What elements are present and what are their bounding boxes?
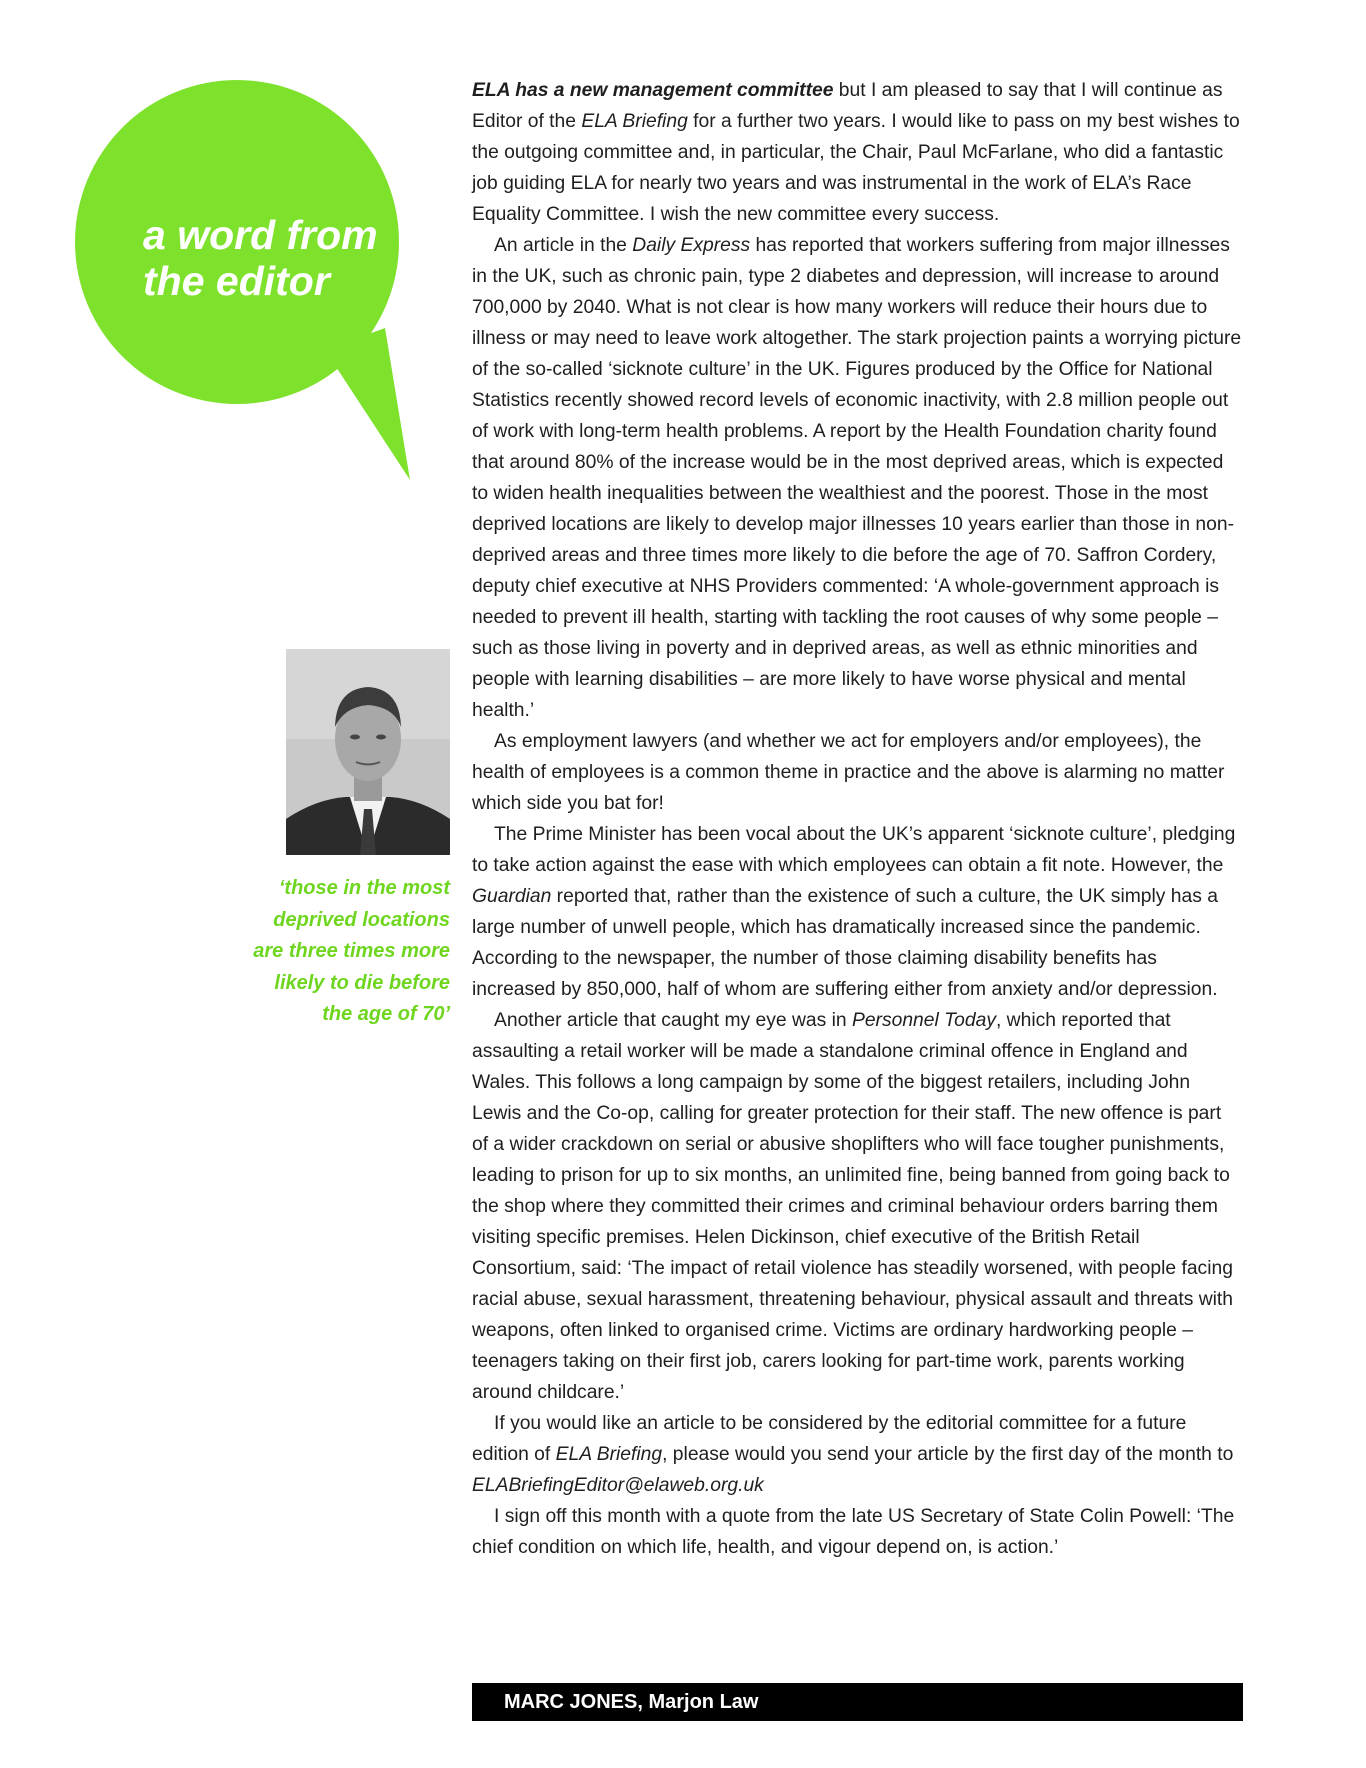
article-paragraph: I sign off this month with a quote from the late US Secretary of State Colin Powell: ‘The chief condition on which life, health, and vigour depend on, is action.’ xyxy=(472,1506,1235,1558)
editor-email-link[interactable]: ELABriefingEditor@elaweb.org.uk xyxy=(472,1475,764,1496)
section-title: a word from the editor xyxy=(143,212,378,304)
author-photo xyxy=(286,649,450,855)
article-paragraph: If you would like an article to be considered by the editorial committee for a future edition of ELA Briefing, please would you send your article by the first day of the month to ELABriefingEditor@elaweb.org.uk xyxy=(472,1413,1234,1496)
pull-quote: ‘those in the most deprived locations are three times more likely to die before the age of 70’ xyxy=(253,877,450,1025)
article-body xyxy=(472,75,1242,1563)
article-paragraph: As employment lawyers (and whether we act for employers and/or employees), the health of employees is a common theme in practice and the above is alarming no matter which side you bat for! xyxy=(472,731,1225,814)
article-paragraph: ELA has a new management committee but I am pleased to say that I will continue as Editor of the ELA Briefing for a further two years. I would like to pass on my best wishes to the outgoing committee and, in particular, the Chair, Paul McFarlane, who did a fantastic job guiding ELA for nearly two years and was instrumental in the work of ELA’s Race Equality Committee. I wish the new committee every success. xyxy=(472,80,1240,225)
article-paragraph: Another article that caught my eye was in Personnel Today, which reported that assaulting a retail worker will be made a standalone criminal offence in England and Wales. This follows a long campaign by some of the biggest retailers, including John Lewis and the Co-op, calling for greater protection for their staff. The new offence is part of a wider crackdown on serial or abusive shoplifters who will face tougher punishments, leading to prison for up to six months, an unlimited fine, being banned from going back to the shop where they committed their crimes and criminal behaviour orders barring them visiting specific premises. Helen Dickinson, chief executive of the British Retail Consortium, said: ‘The impact of retail violence has steadily worsened, with people facing racial abuse, sexual harassment, threatening behaviour, physical assault and threats with weapons, often linked to organised crime. Victims are ordinary hardworking people – teenagers taking on their first job, carers looking for part-time work, parents working around childcare.’ xyxy=(472,1010,1233,1403)
article-paragraph: The Prime Minister has been vocal about the UK’s apparent ‘sicknote culture’, pledging to take action against the ease with which employees can obtain a fit note. However, the Guardian reported that, rather than the existence of such a culture, the UK simply has a large number of unwell people, which has dramatically increased since the pandemic. According to the newspaper, the number of those claiming disability benefits has increased by 850,000, half of whom are suffering either from anxiety and/or depression. xyxy=(472,824,1236,1000)
author-signoff: MARC JONES, Marjon Law xyxy=(472,1683,1243,1721)
article-paragraph: An article in the Daily Express has reported that workers suffering from major illnesses in the UK, such as chronic pain, type 2 diabetes and depression, will increase to around 700,000 by 2040. What is not clear is how many workers will reduce their hours due to illness or may need to leave work altogether. The stark projection paints a worrying picture of the so-called ‘sicknote culture’ in the UK. Figures produced by the Office for National Statistics recently showed record levels of economic inactivity, with 2.8 million people out of work with long-term health problems. A report by the Health Foundation charity found that around 80% of the increase would be in the most deprived areas, which is expected to widen health inequalities between the wealthiest and the poorest. Those in the most deprived locations are likely to develop major illnesses 10 years earlier than those in non-deprived areas and three times more likely to die before the age of 70. Saffron Cordery, deputy chief executive at NHS Providers commented: ‘A whole-government approach is needed to prevent ill health, starting with tackling the root causes of why some people – such as those living in poverty and in deprived areas, as well as ethnic minorities and people with learning disabilities – are more likely to have worse physical and mental health.’ xyxy=(472,235,1242,721)
